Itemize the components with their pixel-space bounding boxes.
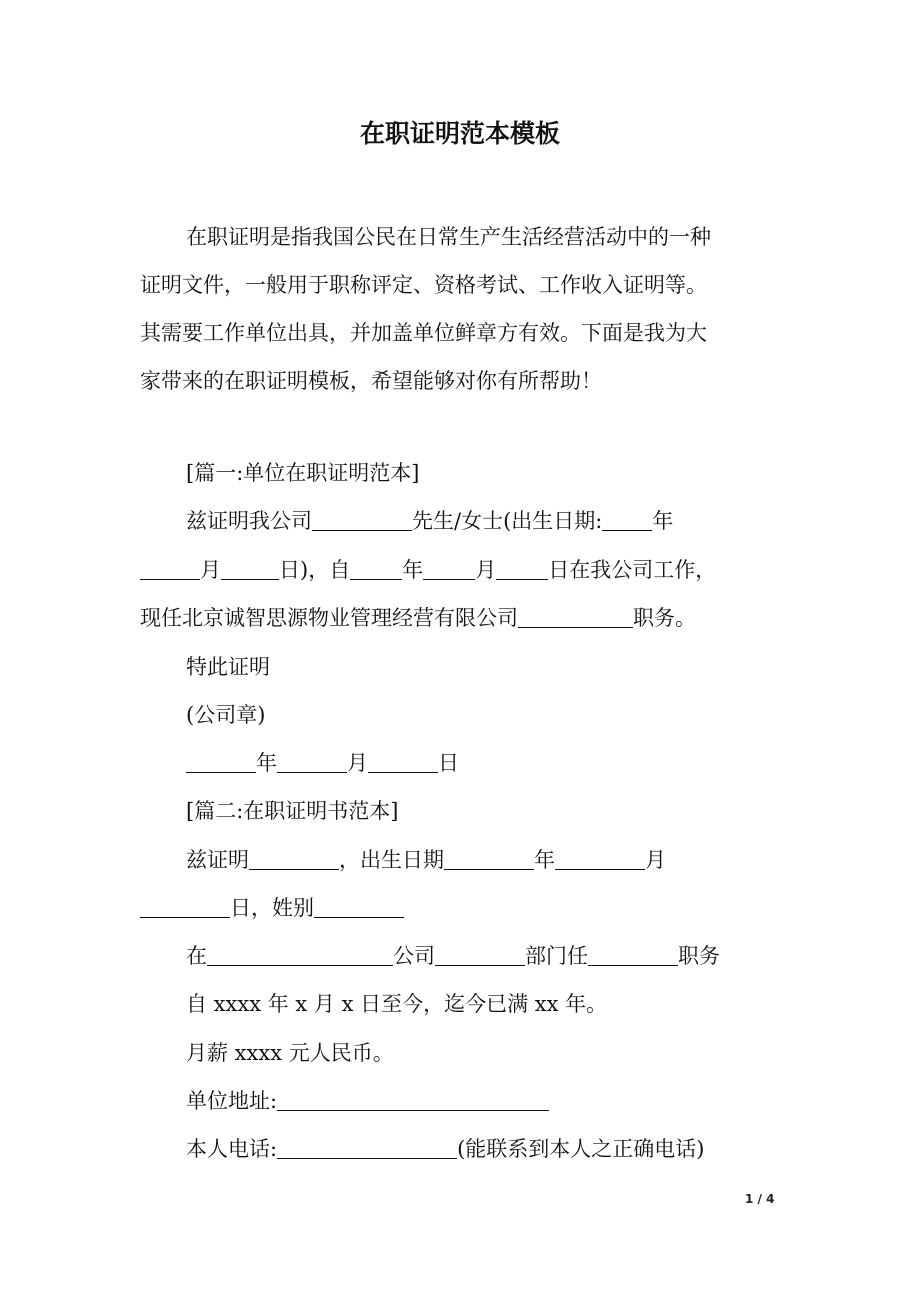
section1-line2 — [140, 550, 716, 590]
intro-line: 其需要工作单位出具，并加盖单位鲜章方有效。下面是我为大 — [140, 321, 707, 345]
text: 本人电话: — [186, 1137, 278, 1161]
birth-day-blank — [221, 557, 279, 580]
text: 日，姓别 — [230, 896, 314, 920]
birth-year-blank — [602, 508, 652, 531]
text: 年 — [402, 558, 424, 582]
start-month-blank — [423, 557, 475, 580]
position-blank — [518, 605, 633, 628]
text: 年 — [256, 751, 277, 775]
text: 日 — [438, 751, 459, 775]
date-year-blank — [186, 750, 256, 773]
birth-day-blank — [140, 895, 230, 918]
birth-year-blank — [444, 847, 534, 870]
text: 年 — [652, 509, 674, 533]
text: 部门任 — [525, 944, 588, 968]
company-address — [186, 1081, 549, 1121]
text: 日在我公司工作， — [548, 558, 717, 582]
intro-line: 家带来的在职证明模板，希望能够对你有所帮助！ — [140, 369, 602, 393]
name-blank — [312, 508, 412, 531]
text: 现任北京诚智思源物业管理经营有限公司 — [140, 606, 518, 630]
section2-heading: [篇二:在职证明书范本] — [186, 799, 399, 823]
section1-line3 — [140, 598, 696, 638]
personal-phone — [186, 1129, 704, 1169]
text: 单位地址: — [186, 1089, 278, 1113]
text: 先生/女士(出生日期: — [412, 509, 603, 533]
page-number: 1 / 4 — [745, 1192, 775, 1206]
text: 月 — [475, 558, 497, 582]
birth-month-blank — [555, 847, 645, 870]
gender-blank — [314, 895, 404, 918]
text: 月 — [645, 848, 666, 872]
date-day-blank — [368, 750, 438, 773]
position-blank — [588, 943, 678, 966]
text: ，出生日期 — [339, 848, 444, 872]
text: 在 — [186, 944, 207, 968]
certify-text: 特此证明 — [186, 655, 270, 679]
birth-month-blank — [140, 557, 200, 580]
start-day-blank — [496, 557, 548, 580]
intro-paragraph — [140, 213, 780, 405]
name-blank — [249, 847, 339, 870]
text: 职务。 — [633, 606, 696, 630]
start-year-blank — [350, 557, 402, 580]
phone-blank — [277, 1136, 457, 1159]
address-blank — [277, 1088, 549, 1111]
text: 职务 — [678, 944, 720, 968]
text: 兹证明我公司 — [186, 509, 312, 533]
text: 月 — [200, 558, 221, 582]
section2-line1 — [186, 840, 666, 880]
date-month-blank — [277, 750, 347, 773]
department-blank — [435, 943, 525, 966]
page-title: 在职证明范本模板 — [359, 119, 560, 148]
section2-line2 — [140, 888, 404, 928]
section1-date — [186, 743, 459, 783]
section1-heading: [篇一:单位在职证明范本] — [186, 461, 420, 485]
section2-line3 — [186, 936, 720, 976]
employment-period: 自 xxxx 年 x 月 x 日至今，迄今已满 xx 年。 — [186, 992, 608, 1016]
text: 月 — [347, 751, 368, 775]
text: 年 — [534, 848, 555, 872]
text: 日)，自 — [279, 558, 351, 582]
text: (能联系到本人之正确电话) — [457, 1137, 705, 1161]
intro-line: 在职证明是指我国公民在日常生产生活经营活动中的一种 — [186, 225, 711, 249]
company-stamp: (公司章) — [186, 703, 266, 727]
text: 兹证明 — [186, 848, 249, 872]
company-blank — [207, 943, 393, 966]
section1-line1 — [186, 501, 673, 541]
monthly-salary: 月薪 xxxx 元人民币。 — [186, 1041, 394, 1065]
intro-line: 证明文件，一般用于职称评定、资格考试、工作收入证明等。 — [140, 273, 707, 297]
text: 公司 — [393, 944, 435, 968]
